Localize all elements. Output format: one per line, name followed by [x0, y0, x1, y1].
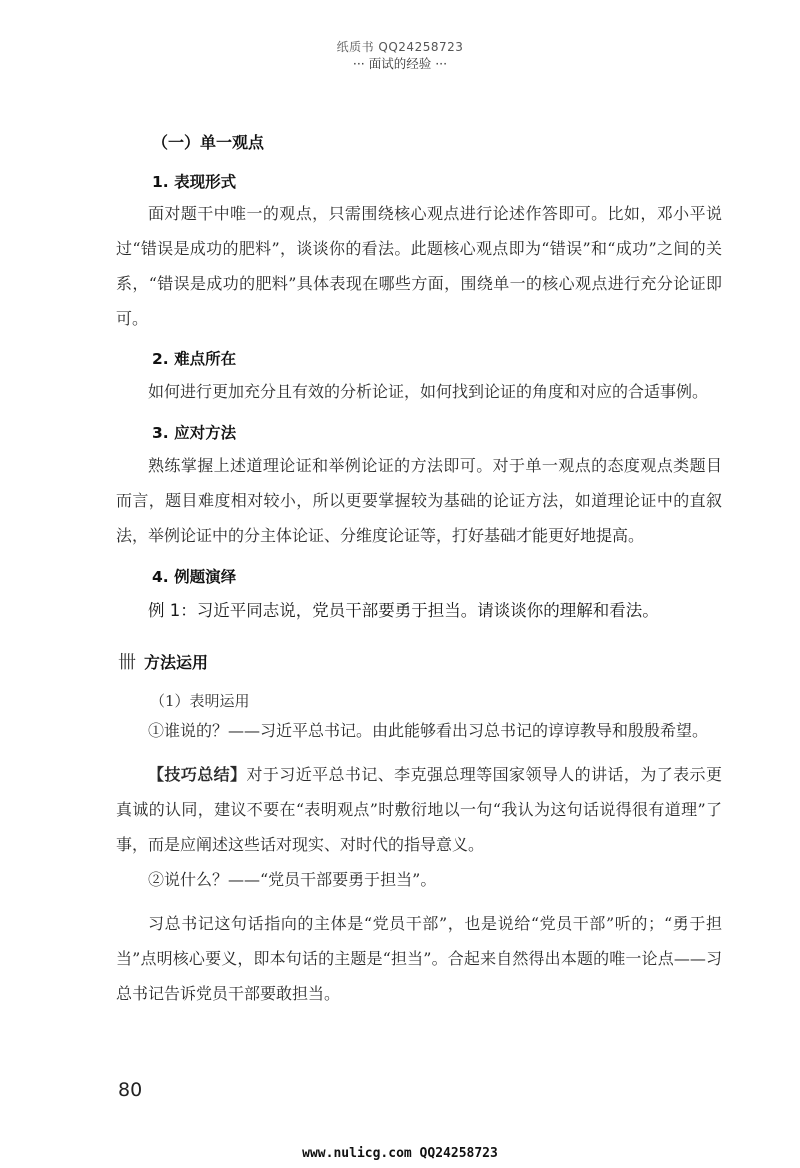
subheading-statement: （1）表明运用 [150, 692, 250, 710]
heading-example: 4. 例题演绎 [152, 568, 237, 586]
paragraph-form: 面对题干中唯一的观点，只需围绕核心观点进行论述作答即可。比如，邓小平说过“错误是成功的肥料”，谈谈你的看法。此题核心观点即为“错误”和“成功”之间的关系，“错误是成功的肥料”具体表现在哪些方面，围绕单一的核心观点进行充分论证即可。 [116, 204, 722, 328]
heading-difficulty: 2. 难点所在 [152, 350, 237, 368]
method-title: 方法运用 [144, 653, 209, 672]
example-question: 例 1：习近平同志说，党员干部要勇于担当。请谈谈你的理解和看法。 [148, 601, 659, 620]
footer-url: www.nulicg.com QQ24258723 [302, 1146, 498, 1161]
method-icon: 卌 [118, 652, 136, 673]
paragraph-who-said: ①谁说的？——习近平总书记。由此能够看出习总书记的谆谆教导和殷殷希望。 [148, 721, 709, 740]
paragraph-tip [116, 757, 722, 862]
paragraph-difficulty: 如何进行更加充分且有效的分析论证，如何找到论证的角度和对应的合适事例。 [148, 382, 709, 401]
tip-text: 对于习近平总书记、李克强总理等国家领导人的讲话，为了表示更真诚的认同，建议不要在“表明观点”时敷衍地以一句“我认为这句话说得很有道理”了事，而是应阐述这些话对现实、对时代的指导意义。 [116, 765, 722, 854]
page-number: 80 [118, 1079, 143, 1101]
paragraph-analysis: 习总书记这句话指向的主体是“党员干部”，也是说给“党员干部”听的；“勇于担当”点明核心要义，即本句话的主题是“担当”。合起来自然得出本题的唯一论点——习总书记告诉党员干部要敢担当。 [116, 914, 722, 1003]
heading-approach: 3. 应对方法 [152, 424, 237, 442]
running-head: ··· 面试的经验 ··· [352, 56, 448, 71]
paragraph-what-said: ②说什么？——“党员干部要勇于担当”。 [148, 870, 437, 889]
tip-label: 【技巧总结】 [148, 765, 247, 784]
watermark-text: 纸质书 QQ24258723 [336, 40, 464, 54]
section-title: （一）单一观点 [152, 133, 265, 152]
paragraph-approach: 熟练掌握上述道理论证和举例论证的方法即可。对于单一观点的态度观点类题目而言，题目难度相对较小，所以更要掌握较为基础的论证方法，如道理论证中的直叙法，举例论证中的分主体论证、分维度论证等，打好基础才能更好地提高。 [116, 456, 722, 545]
heading-form: 1. 表现形式 [152, 173, 237, 191]
